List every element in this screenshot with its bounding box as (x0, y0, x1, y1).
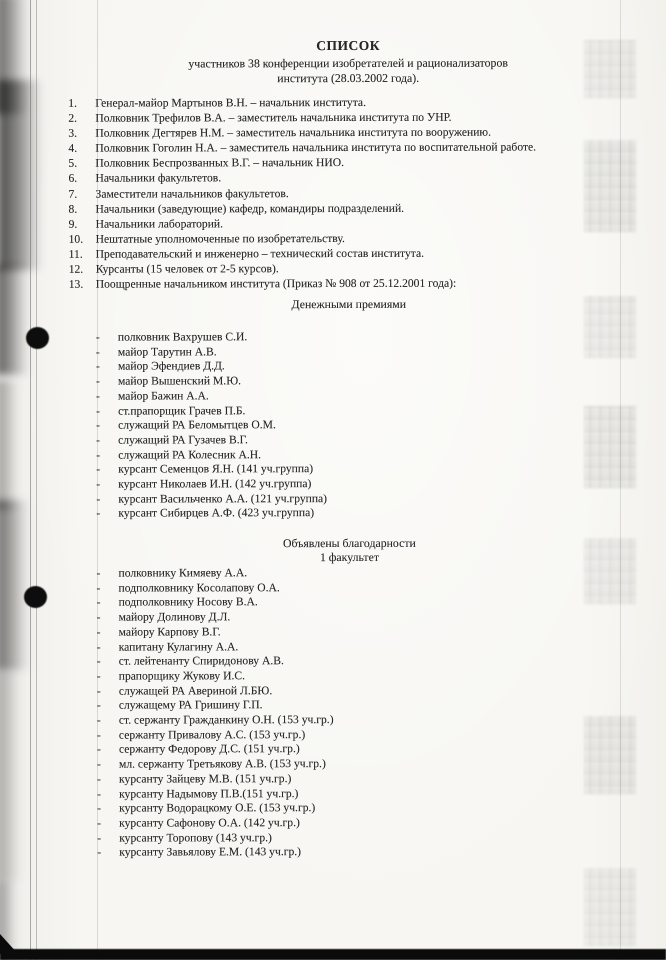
scan-edge-bar (0, 949, 666, 960)
list-item-text: курсанту Зайцеву М.В. (151 уч.гр.) (119, 771, 292, 786)
list-item-text: ст. сержанту Гражданкину О.Н. (153 уч.гр.) (118, 713, 334, 727)
money-prizes-item (96, 492, 327, 507)
participants-list-item (95, 95, 536, 111)
dash-marker: - (96, 462, 101, 476)
scan-smudge (0, 500, 30, 670)
list-item-text: Начальники (заведующие) кафедр, командиры подразделений. (95, 201, 405, 216)
participants-list-item (96, 276, 537, 292)
dash-marker: - (96, 698, 101, 712)
gratitude-item (97, 654, 334, 669)
dash-marker: - (97, 787, 101, 801)
gratitude-item (97, 816, 334, 831)
list-item-text: майору Карпову В.Г. (118, 625, 221, 639)
money-prizes-item (96, 345, 327, 360)
list-item-text: Нештатные уполномоченные по изобретательству. (95, 231, 345, 246)
ink-bleedthrough (584, 868, 636, 946)
ink-bleedthrough (584, 140, 636, 232)
ink-bleedthrough (584, 406, 636, 488)
list-item-text: подполковнику Косолапову О.А. (118, 580, 280, 595)
list-item-text: Генерал-майор Мартынов В.Н. – начальник института. (95, 95, 366, 110)
dash-marker: - (96, 433, 101, 447)
dash-marker: - (96, 581, 101, 595)
gratitude-item (97, 595, 334, 610)
dash-marker: - (97, 816, 102, 830)
gratitude-item (97, 728, 334, 743)
list-item-text: подполковнику Носову В.А. (118, 595, 258, 610)
gratitude-item (97, 610, 334, 625)
gratitude-heading: Объявлены благодарности (283, 535, 416, 551)
dash-marker: - (95, 374, 100, 388)
participants-list-item (95, 170, 536, 186)
list-item-text: майор Эфендиев Д.Д. (117, 359, 225, 374)
list-item-text: сержанту Привалову А.С. (153 уч.гр.) (118, 727, 306, 742)
dash-marker: - (96, 669, 101, 683)
dash-marker: - (96, 596, 101, 610)
money-prizes-item (96, 389, 327, 404)
money-prizes-item (96, 418, 327, 433)
dash-marker: - (96, 404, 100, 418)
money-prizes-item (96, 477, 327, 492)
gratitude-item (97, 772, 334, 787)
document-content (63, 0, 633, 860)
participants-list-item (96, 245, 537, 261)
scan-smudge (0, 380, 20, 510)
list-item-text: Полковник Дегтярев Н.М. – заместитель начальника института по вооружению. (95, 125, 491, 140)
list-item-text: сержанту Федорову Д.С. (151 уч.гр.) (118, 742, 300, 757)
list-item-text: служащему РА Гришину Г.П. (118, 698, 263, 712)
list-item-text: курсанту Завьялову Е.М. (143 уч.гр.) (119, 845, 302, 859)
list-item-text: майор Бажин А.А. (118, 389, 209, 403)
list-item-text: Полковник Трефилов В.А. – заместитель начальника института по УНР. (95, 110, 452, 125)
gratitude-item (97, 684, 334, 699)
list-item-text: Преподавательский и инженерно – технический состав института. (95, 246, 425, 261)
dash-marker: - (96, 507, 101, 521)
list-item-text: прапорщику Жукову И.С. (118, 669, 246, 683)
dash-marker: - (97, 846, 102, 860)
list-item-text: ст.прапорщик Грачев П.Б. (118, 403, 246, 418)
dash-marker: - (96, 625, 101, 639)
dash-marker: - (96, 566, 101, 580)
list-item-text: Начальники лабораторий. (95, 217, 224, 231)
scan-smudge (0, 670, 22, 880)
dash-marker: - (96, 684, 101, 698)
money-prizes-item (96, 374, 327, 389)
dash-marker: - (96, 477, 101, 491)
punch-hole (24, 586, 47, 608)
list-item-text: служащий РА Беломытцев О.М. (118, 418, 276, 432)
money-prizes-item (96, 462, 327, 477)
dash-marker: - (96, 757, 101, 771)
scan-smudge (0, 80, 44, 270)
money-prizes-item (96, 433, 327, 448)
scan-smudge (0, 265, 30, 375)
list-item-text: майор Тарутин А.В. (117, 345, 217, 359)
list-item-text: полковник Вахрушев С.И. (117, 330, 248, 344)
list-item-text: полковнику Кимяеву А.А. (118, 566, 248, 580)
list-item-text: курсанту Водорацкому О.Е. (153 уч.гр.) (119, 801, 316, 815)
list-item-text: курсант Николаев И.Н. (142 уч.группа) (118, 477, 312, 491)
list-item-text: служащей РА Авериной Л.БЮ. (118, 683, 273, 698)
gratitude-item (97, 640, 334, 655)
gratitude-item (97, 757, 334, 772)
document-title: СПИСОК (316, 37, 381, 54)
punch-hole (26, 327, 49, 349)
dash-marker: - (96, 418, 101, 432)
gratitude-item (96, 566, 333, 581)
gratitude-item (97, 845, 334, 860)
gratitude-item (97, 801, 334, 816)
document-subtitle-line1: участников 38 конференции изобретателей и рационализаторов (188, 55, 508, 71)
list-item-text: капитану Кулагину А.А. (118, 639, 239, 654)
participants-list-item (95, 155, 536, 171)
list-item-text: майор Вышенский М.Ю. (117, 374, 242, 388)
list-item-text: Поощренные начальником института (Приказ № 908 от 25.12.2001 года): (95, 276, 457, 291)
list-item-text: майору Долинову Д.Л. (118, 610, 231, 624)
dash-marker: - (96, 654, 101, 668)
participants-list-item (95, 140, 536, 156)
money-prizes-heading: Денежными премиями (291, 296, 407, 312)
margin-line (36, 0, 37, 960)
list-item-text: мл. сержанту Третьякову А.В. (153 уч.гр.) (118, 757, 326, 771)
dash-marker: - (97, 831, 102, 845)
participants-list-item (95, 110, 536, 126)
participants-list-item (96, 215, 537, 231)
gratitude-subheading: 1 факультет (319, 549, 379, 565)
money-prizes-item (96, 448, 327, 463)
participants-list-item (96, 261, 537, 277)
participants-list-item (96, 230, 537, 246)
dash-marker: - (96, 743, 101, 757)
gratitude-item (97, 713, 334, 728)
dash-marker: - (96, 448, 101, 462)
dash-marker: - (95, 345, 100, 359)
ink-bleedthrough (584, 716, 636, 794)
gratitude-list (96, 566, 333, 861)
list-item-text: Заместители начальников факультетов. (95, 186, 289, 201)
dash-marker: - (96, 728, 101, 742)
list-item-text: курсанту Сафонову О.А. (142 уч.гр.) (119, 816, 300, 830)
list-item-text: ст. лейтенанту Спиридонову А.В. (118, 654, 284, 668)
money-prizes-item (96, 359, 327, 374)
participants-list-item (95, 185, 536, 201)
list-item-text: курсант Семенцов Я.Н. (141 уч.группа) (118, 462, 314, 476)
gratitude-item (97, 581, 334, 596)
list-item-text: служащий РА Колесник А.Н. (118, 447, 262, 462)
list-item-text: служащий РА Гузачев В.Г. (118, 433, 248, 447)
dash-marker: - (97, 772, 101, 786)
list-item-text: Полковник Гоголин Н.А. – заместитель начальника института по воспитательной работе. (95, 140, 537, 155)
gratitude-item (97, 669, 334, 684)
dash-marker: - (97, 801, 102, 815)
participants-list-item (96, 200, 537, 216)
gratitude-item (97, 698, 334, 713)
participants-list (68, 95, 536, 292)
list-item-text: курсант Васильченко А.А. (121 уч.группа) (118, 491, 328, 506)
margin-line (30, 0, 31, 960)
gratitude-item (97, 625, 334, 640)
dash-marker: - (95, 360, 100, 374)
money-prizes-list (96, 330, 327, 522)
gratitude-item (97, 742, 334, 757)
participants-list-item (95, 125, 536, 141)
list-item-text: Курсанты (15 человек от 2-5 курсов). (95, 262, 279, 276)
document-subtitle-line2: института (28.03.2002 года). (277, 70, 420, 86)
money-prizes-item (96, 330, 327, 345)
list-item-text: курсант Сибирцев А.Ф. (423 уч.группа) (118, 506, 315, 521)
list-item-text: Начальники факультетов. (95, 171, 222, 186)
money-prizes-item (96, 404, 327, 419)
dash-marker: - (96, 492, 101, 506)
gratitude-item (97, 787, 334, 802)
gratitude-item (97, 831, 334, 846)
money-prizes-item (96, 506, 327, 521)
dash-marker: - (96, 713, 101, 727)
dash-marker: - (95, 330, 100, 344)
dash-marker: - (96, 640, 101, 654)
dash-marker: - (96, 389, 100, 403)
list-item-text: Полковник Беспрозванных В.Г. – начальник НИО. (95, 156, 344, 171)
dash-marker: - (96, 610, 101, 624)
list-item-text: курсанту Торопову (143 уч.гр.) (119, 830, 272, 845)
list-item-text: курсанту Надымову П.В.(151 уч.гр.) (119, 786, 299, 801)
